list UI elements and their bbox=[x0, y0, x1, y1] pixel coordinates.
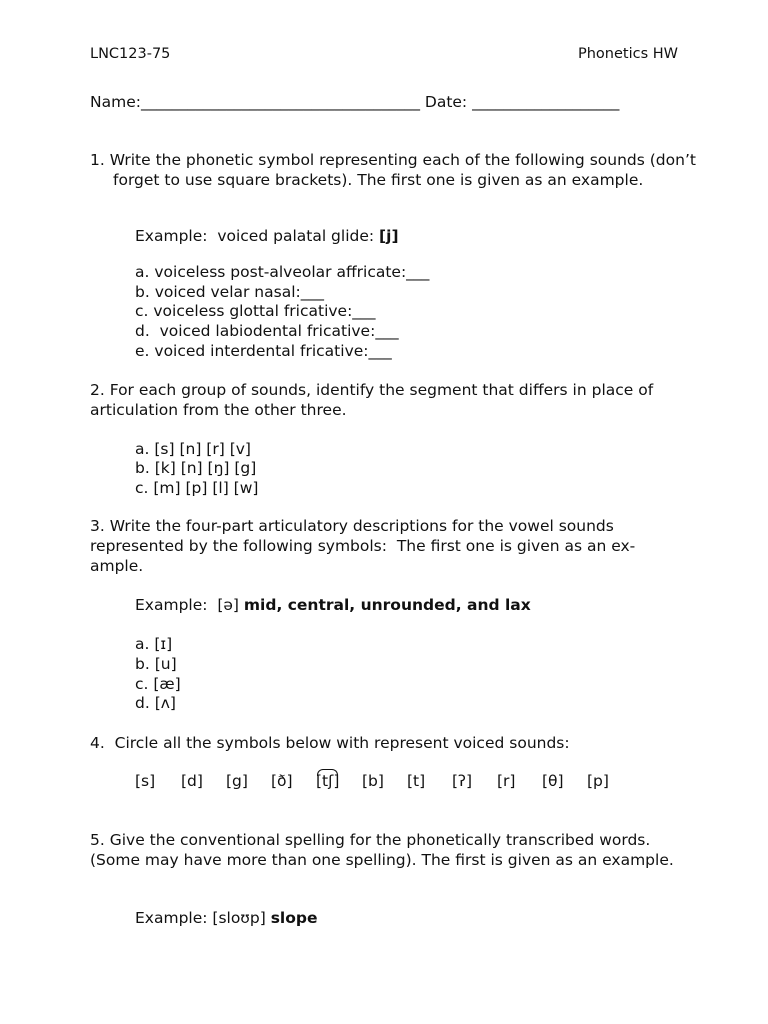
question-5-example bbox=[135, 909, 318, 929]
symbol-s[interactable]: [s] bbox=[135, 772, 156, 790]
symbol-r[interactable]: [r] bbox=[497, 772, 516, 790]
question-4-text: 4. Circle all the symbols below with represent voiced sounds: bbox=[90, 734, 570, 752]
symbol-row bbox=[0, 772, 768, 792]
q1-item-e: e. voiced interdental fricative:___ bbox=[135, 342, 392, 360]
symbol-g[interactable]: [g] bbox=[226, 772, 248, 790]
question-5-text: 5. Give the conventional spelling for the phonetically transcribed words. (Some may have more than one spelling). The first is given as an example. bbox=[90, 831, 674, 869]
q1-item-a: a. voiceless post-alveolar affricate:___ bbox=[135, 263, 430, 281]
q3-item-b: b. [u] bbox=[135, 655, 177, 673]
symbol-eth[interactable]: [ð] bbox=[271, 772, 293, 790]
example-label: Example: [ə] bbox=[135, 596, 244, 614]
symbol-t[interactable]: [t] bbox=[407, 772, 426, 790]
question-3-example bbox=[135, 596, 531, 616]
date-blank: ___________________ bbox=[472, 93, 620, 111]
example-answer: [j] bbox=[379, 227, 399, 245]
document-title: Phonetics HW bbox=[577, 46, 678, 62]
course-code: LNC123-75 bbox=[90, 46, 171, 62]
q2-item-c: c. [m] [p] [l] [w] bbox=[135, 479, 259, 497]
date-label: Date: bbox=[419, 93, 473, 111]
symbol-tsh[interactable]: [tʃ] bbox=[316, 772, 340, 790]
symbol-b[interactable]: [b] bbox=[362, 772, 384, 790]
symbol-glottal-stop[interactable]: [ʔ] bbox=[452, 772, 473, 790]
q1-item-d: d. voiced labiodental fricative:___ bbox=[135, 322, 399, 340]
q2-item-a: a. [s] [n] [r] [v] bbox=[135, 440, 251, 458]
q1-item-c: c. voiceless glottal fricative:___ bbox=[135, 302, 376, 320]
q3-item-d: d. [ʌ] bbox=[135, 694, 176, 712]
example-label: Example: voiced palatal glide: bbox=[135, 227, 380, 245]
question-2-text: 2. For each group of sounds, identify the segment that differs in place of articulation from the other three. bbox=[90, 381, 654, 419]
question-3-line-3: ample. bbox=[90, 557, 144, 575]
q3-item-a: a. [ɪ] bbox=[135, 635, 173, 653]
example-answer: mid, central, unrounded, and lax bbox=[243, 596, 531, 614]
question-3-line-1: 3. Write the four-part articulatory descriptions for the vowel sounds bbox=[90, 517, 614, 535]
question-3-line-2: represented by the following symbols: The first one is given as an ex- bbox=[90, 537, 636, 555]
example-label: Example: [sloʊp] bbox=[135, 909, 271, 927]
question-1-text: 1. Write the phonetic symbol representing each of the following sounds (don’t forget to use square brackets). The first one is given as an example. bbox=[90, 151, 696, 189]
example-answer: slope bbox=[270, 909, 318, 927]
name-label: Name: bbox=[90, 93, 141, 111]
symbol-d[interactable]: [d] bbox=[181, 772, 203, 790]
q3-item-c: c. [æ] bbox=[135, 675, 181, 693]
q1-item-b: b. voiced velar nasal:___ bbox=[135, 283, 324, 301]
symbol-p[interactable]: [p] bbox=[587, 772, 609, 790]
name-blank: ____________________________________ bbox=[140, 93, 420, 111]
q2-item-b: b. [k] [n] [ŋ] [g] bbox=[135, 459, 257, 477]
name-date-line bbox=[90, 93, 619, 113]
question-1-example bbox=[135, 227, 399, 247]
symbol-theta[interactable]: [θ] bbox=[542, 772, 564, 790]
